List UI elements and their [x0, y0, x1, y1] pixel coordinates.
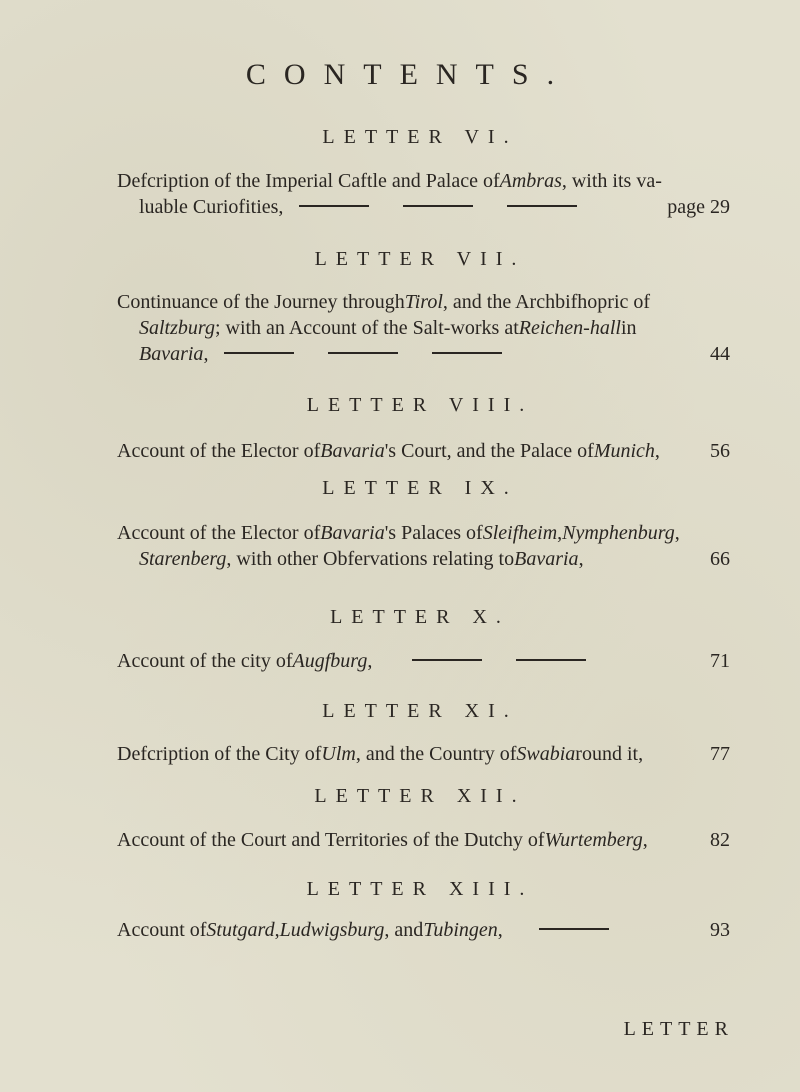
- toc-entry-letter-ix: [117, 520, 730, 572]
- catchword: LETTER: [623, 1018, 734, 1040]
- letter-heading-xi: LETTER XI.: [322, 700, 518, 722]
- page-number: 71: [710, 650, 730, 672]
- leader-dashes: [299, 205, 577, 207]
- leader-dashes: [412, 659, 586, 661]
- page-number: 44: [710, 343, 730, 365]
- letter-heading-xiii: LETTER XIII.: [306, 878, 534, 900]
- page-number: page 29: [667, 196, 730, 218]
- toc-entry-letter-viii: [117, 438, 730, 464]
- entry-line: Bavaria , 44: [139, 343, 730, 365]
- entry-line: Continuance of the Journey through Tirol , and the Archbifhopric of: [117, 291, 651, 313]
- toc-entry-letter-vi: [117, 168, 730, 220]
- letter-heading-xii: LETTER XII.: [314, 785, 526, 807]
- letter-heading-vii: LETTER VII.: [314, 248, 526, 270]
- letter-heading-vi: LETTER VI.: [322, 126, 518, 148]
- leader-dashes: [224, 352, 502, 354]
- letter-heading-x: LETTER X.: [330, 606, 510, 628]
- page-number: 56: [710, 440, 730, 462]
- toc-entry-letter-vii: [117, 289, 730, 367]
- entry-line: luable Curiofities, page 29: [139, 196, 730, 218]
- entry-line: Defcription of the Imperial Caftle and Palace of Ambras , with its va-: [117, 170, 662, 192]
- entry-line: Account of the city of Augfburg , 71: [117, 650, 730, 672]
- page-number: 66: [710, 548, 730, 570]
- toc-entry-letter-xii: [117, 827, 730, 853]
- entry-line: Saltzburg ; with an Account of the Salt-works at Reichen-hall in: [139, 317, 637, 339]
- page-number: 93: [710, 919, 730, 941]
- toc-entry-letter-xi: [117, 741, 730, 767]
- entry-line: Account of the Court and Territories of the Dutchy of Wurtemberg , 82: [117, 829, 730, 851]
- page-number: 77: [710, 743, 730, 765]
- toc-entry-letter-x: [117, 648, 730, 674]
- entry-line: Account of Stutgard , Ludwigsburg , and Tubingen , 93: [117, 919, 730, 941]
- entry-line: Account of the Elector of Bavaria 's Palaces of Sleifheim , Nymphenburg ,: [117, 522, 680, 544]
- entry-line: Defcription of the City of Ulm , and the Country of Swabia round it, 77: [117, 743, 730, 765]
- page-number: 82: [710, 829, 730, 851]
- letter-heading-viii: LETTER VIII.: [306, 394, 534, 416]
- entry-line: Account of the Elector of Bavaria 's Court, and the Palace of Munich , 56: [117, 440, 730, 462]
- running-head: CONTENTS.: [245, 58, 573, 91]
- toc-entry-letter-xiii: [117, 917, 730, 943]
- entry-line: Starenberg , with other Obfervations relating to Bavaria , 66: [139, 548, 730, 570]
- letter-heading-ix: LETTER IX.: [322, 477, 518, 499]
- leader-dashes: [539, 928, 609, 930]
